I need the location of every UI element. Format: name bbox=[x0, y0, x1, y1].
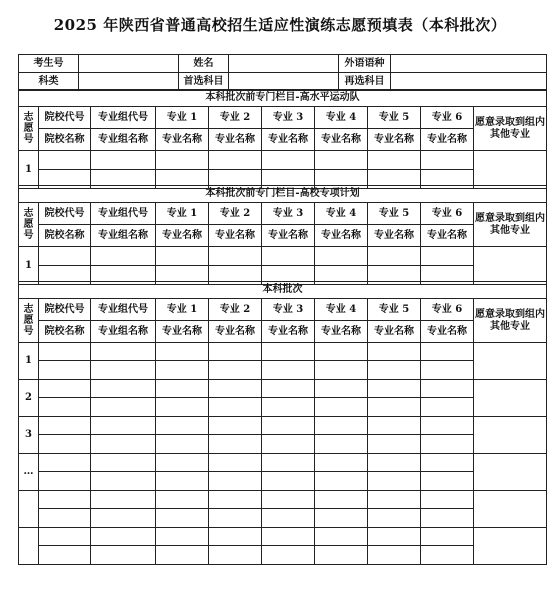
entry-name-cell[interactable] bbox=[91, 472, 156, 491]
header-school-name: 院校名称 bbox=[39, 321, 91, 343]
entry-name-cell[interactable] bbox=[315, 509, 368, 528]
header-major-2: 专业 2 bbox=[209, 203, 262, 225]
header-school-name: 院校名称 bbox=[39, 129, 91, 151]
entry-code-cell[interactable] bbox=[91, 343, 156, 361]
entry-code-cell[interactable] bbox=[91, 491, 156, 509]
entry-name-cell[interactable] bbox=[209, 472, 262, 491]
header-volunteer-no: 志愿号 bbox=[19, 107, 39, 151]
entry-code-cell[interactable] bbox=[156, 343, 209, 361]
section-title: 本科批次前专门栏目-高水平运动队 bbox=[19, 90, 547, 107]
label-exam-number: 考生号 bbox=[19, 55, 79, 73]
willing-adjust-cell[interactable] bbox=[474, 528, 547, 565]
entry-name-cell[interactable] bbox=[39, 472, 91, 491]
entry-code-cell[interactable] bbox=[39, 491, 91, 509]
entry-code-cell[interactable] bbox=[262, 151, 315, 170]
entry-name-cell[interactable] bbox=[315, 546, 368, 565]
entry-name-cell[interactable] bbox=[368, 546, 421, 565]
header-major-3: 专业 3 bbox=[262, 299, 315, 321]
volunteer-number: … bbox=[19, 454, 39, 491]
header-major-name-4: 专业名称 bbox=[315, 321, 368, 343]
entry-name-cell[interactable] bbox=[315, 398, 368, 417]
entry-name-cell[interactable] bbox=[156, 398, 209, 417]
header-major-name-1: 专业名称 bbox=[156, 225, 209, 247]
entry-code-cell[interactable] bbox=[315, 454, 368, 472]
entry-name-cell[interactable] bbox=[262, 361, 315, 380]
willing-adjust-cell[interactable] bbox=[474, 380, 547, 417]
willing-adjust-cell[interactable] bbox=[474, 417, 547, 454]
entry-code-cell[interactable] bbox=[262, 247, 315, 266]
header-major-name-5: 专业名称 bbox=[368, 225, 421, 247]
entry-name-cell[interactable] bbox=[209, 398, 262, 417]
entry-name-cell[interactable] bbox=[209, 546, 262, 565]
label-second-subject: 再选科目 bbox=[339, 73, 391, 91]
entry-code-cell[interactable] bbox=[39, 343, 91, 361]
name-field[interactable] bbox=[229, 55, 339, 73]
entry-code-cell[interactable] bbox=[39, 528, 91, 546]
entry-code-cell[interactable] bbox=[315, 247, 368, 266]
info-table bbox=[18, 54, 547, 91]
header-group-name: 专业组名称 bbox=[91, 129, 156, 151]
entry-name-cell[interactable] bbox=[91, 398, 156, 417]
willing-adjust-cell[interactable] bbox=[474, 151, 547, 189]
header-major-name-2: 专业名称 bbox=[209, 225, 262, 247]
label-first-subject: 首选科目 bbox=[179, 73, 229, 91]
willing-adjust-cell[interactable] bbox=[474, 343, 547, 380]
entry-code-cell[interactable] bbox=[368, 491, 421, 509]
entry-name-cell[interactable] bbox=[421, 435, 474, 454]
header-major-name-3: 专业名称 bbox=[262, 129, 315, 151]
entry-code-cell[interactable] bbox=[91, 247, 156, 266]
section-title-row bbox=[19, 282, 547, 299]
header-major-4: 专业 4 bbox=[315, 203, 368, 225]
entry-name-cell[interactable] bbox=[91, 546, 156, 565]
header-major-3: 专业 3 bbox=[262, 107, 315, 129]
header-school-name: 院校名称 bbox=[39, 225, 91, 247]
header-major-name-3: 专业名称 bbox=[262, 225, 315, 247]
volunteer-number: 2 bbox=[19, 380, 39, 417]
table-row bbox=[19, 151, 547, 170]
entry-code-cell[interactable] bbox=[368, 454, 421, 472]
entry-name-cell[interactable] bbox=[368, 361, 421, 380]
header-major-name-2: 专业名称 bbox=[209, 129, 262, 151]
entry-code-cell[interactable] bbox=[368, 343, 421, 361]
entry-name-cell[interactable] bbox=[368, 472, 421, 491]
page-title: 2025 年陕西省普通高校招生适应性演练志愿预填表（本科批次） bbox=[53, 16, 507, 34]
section-table-3 bbox=[18, 281, 547, 565]
header-major-6: 专业 6 bbox=[421, 107, 474, 129]
header-major-3: 专业 3 bbox=[262, 203, 315, 225]
entry-code-cell[interactable] bbox=[209, 151, 262, 170]
entry-code-cell[interactable] bbox=[156, 247, 209, 266]
header-group-code: 专业组代号 bbox=[91, 107, 156, 129]
entry-name-cell[interactable] bbox=[39, 435, 91, 454]
entry-code-cell[interactable] bbox=[421, 417, 474, 435]
header-major-name-5: 专业名称 bbox=[368, 321, 421, 343]
header-major-1: 专业 1 bbox=[156, 299, 209, 321]
table-row bbox=[19, 454, 547, 472]
entry-name-cell[interactable] bbox=[262, 398, 315, 417]
willing-adjust-cell[interactable] bbox=[474, 247, 547, 285]
header-major-5: 专业 5 bbox=[368, 299, 421, 321]
entry-code-cell[interactable] bbox=[315, 417, 368, 435]
header-major-name-6: 专业名称 bbox=[421, 321, 474, 343]
entry-code-cell[interactable] bbox=[39, 247, 91, 266]
entry-name-cell[interactable] bbox=[39, 398, 91, 417]
section-title-row bbox=[19, 90, 547, 107]
header-major-4: 专业 4 bbox=[315, 299, 368, 321]
entry-code-cell[interactable] bbox=[368, 528, 421, 546]
entry-code-cell[interactable] bbox=[315, 380, 368, 398]
entry-code-cell[interactable] bbox=[156, 528, 209, 546]
header-willing-adjust: 愿意录取到组内其他专业 bbox=[474, 107, 547, 151]
entry-name-cell[interactable] bbox=[91, 435, 156, 454]
table-row bbox=[19, 343, 547, 361]
entry-code-cell[interactable] bbox=[368, 380, 421, 398]
table-row bbox=[19, 528, 547, 546]
header-willing-adjust: 愿意录取到组内其他专业 bbox=[474, 203, 547, 247]
entry-code-cell[interactable] bbox=[91, 380, 156, 398]
header-volunteer-no: 志愿号 bbox=[19, 299, 39, 343]
entry-name-cell[interactable] bbox=[421, 398, 474, 417]
entry-name-cell[interactable] bbox=[368, 398, 421, 417]
entry-name-cell[interactable] bbox=[156, 361, 209, 380]
entry-name-cell[interactable] bbox=[39, 509, 91, 528]
table-row bbox=[19, 491, 547, 509]
header-major-2: 专业 2 bbox=[209, 299, 262, 321]
info-row-1 bbox=[19, 55, 547, 73]
header-major-name-5: 专业名称 bbox=[368, 129, 421, 151]
entry-name-cell[interactable] bbox=[156, 509, 209, 528]
section-table-2 bbox=[18, 185, 547, 285]
entry-code-cell[interactable] bbox=[156, 380, 209, 398]
entry-name-cell[interactable] bbox=[368, 435, 421, 454]
table-row bbox=[19, 380, 547, 398]
header-major-name-2: 专业名称 bbox=[209, 321, 262, 343]
header-major-name-4: 专业名称 bbox=[315, 129, 368, 151]
header-school-code: 院校代号 bbox=[39, 203, 91, 225]
entry-code-cell[interactable] bbox=[39, 380, 91, 398]
willing-adjust-cell[interactable] bbox=[474, 491, 547, 528]
header-row-names bbox=[19, 129, 547, 151]
label-name: 姓名 bbox=[179, 55, 229, 73]
second-subject-field[interactable] bbox=[391, 73, 547, 91]
entry-code-cell[interactable] bbox=[91, 454, 156, 472]
entry-name-cell[interactable] bbox=[421, 361, 474, 380]
header-major-6: 专业 6 bbox=[421, 203, 474, 225]
foreign-language-field[interactable] bbox=[391, 55, 547, 73]
volunteer-number: 3 bbox=[19, 417, 39, 454]
table-row bbox=[19, 247, 547, 266]
header-group-code: 专业组代号 bbox=[91, 203, 156, 225]
entry-code-cell[interactable] bbox=[262, 343, 315, 361]
entry-code-cell[interactable] bbox=[209, 343, 262, 361]
entry-code-cell[interactable] bbox=[421, 151, 474, 170]
entry-code-cell[interactable] bbox=[368, 417, 421, 435]
volunteer-number bbox=[19, 491, 39, 528]
entry-code-cell[interactable] bbox=[209, 528, 262, 546]
entry-code-cell[interactable] bbox=[315, 528, 368, 546]
header-row-codes bbox=[19, 299, 547, 321]
header-row-codes bbox=[19, 203, 547, 225]
entry-code-cell[interactable] bbox=[262, 528, 315, 546]
entry-name-cell[interactable] bbox=[39, 546, 91, 565]
entry-code-cell[interactable] bbox=[91, 528, 156, 546]
header-major-5: 专业 5 bbox=[368, 203, 421, 225]
label-category: 科类 bbox=[19, 73, 79, 91]
info-row-2 bbox=[19, 73, 547, 91]
header-major-1: 专业 1 bbox=[156, 107, 209, 129]
entry-code-cell[interactable] bbox=[421, 454, 474, 472]
entry-code-cell[interactable] bbox=[39, 151, 91, 170]
entry-name-cell[interactable] bbox=[209, 361, 262, 380]
header-major-2: 专业 2 bbox=[209, 107, 262, 129]
volunteer-number bbox=[19, 528, 39, 565]
section-title: 本科批次前专门栏目-高校专项计划 bbox=[19, 186, 547, 203]
exam-number-field[interactable] bbox=[79, 55, 179, 73]
section-title: 本科批次 bbox=[19, 282, 547, 299]
header-school-code: 院校代号 bbox=[39, 107, 91, 129]
table-row bbox=[19, 472, 547, 491]
entry-code-cell[interactable] bbox=[39, 454, 91, 472]
entry-code-cell[interactable] bbox=[209, 454, 262, 472]
header-group-name: 专业组名称 bbox=[91, 225, 156, 247]
header-row-names bbox=[19, 321, 547, 343]
entry-name-cell[interactable] bbox=[39, 361, 91, 380]
entry-name-cell[interactable] bbox=[421, 509, 474, 528]
entry-code-cell[interactable] bbox=[156, 151, 209, 170]
entry-code-cell[interactable] bbox=[91, 417, 156, 435]
header-major-name-3: 专业名称 bbox=[262, 321, 315, 343]
entry-code-cell[interactable] bbox=[262, 417, 315, 435]
entry-code-cell[interactable] bbox=[421, 528, 474, 546]
entry-name-cell[interactable] bbox=[156, 472, 209, 491]
section-title-row bbox=[19, 186, 547, 203]
entry-code-cell[interactable] bbox=[156, 454, 209, 472]
entry-name-cell[interactable] bbox=[262, 472, 315, 491]
section-table-1 bbox=[18, 89, 547, 189]
table-row bbox=[19, 546, 547, 565]
entry-code-cell[interactable] bbox=[315, 151, 368, 170]
entry-name-cell[interactable] bbox=[315, 472, 368, 491]
header-row-names bbox=[19, 225, 547, 247]
entry-code-cell[interactable] bbox=[209, 417, 262, 435]
category-field[interactable] bbox=[79, 73, 179, 91]
first-subject-field[interactable] bbox=[229, 73, 339, 91]
label-foreign-language: 外语语种 bbox=[339, 55, 391, 73]
entry-name-cell[interactable] bbox=[421, 546, 474, 565]
header-willing-adjust: 愿意录取到组内其他专业 bbox=[474, 299, 547, 343]
entry-name-cell[interactable] bbox=[262, 435, 315, 454]
header-row-codes bbox=[19, 107, 547, 129]
entry-code-cell[interactable] bbox=[315, 343, 368, 361]
entry-code-cell[interactable] bbox=[262, 491, 315, 509]
entry-code-cell[interactable] bbox=[421, 491, 474, 509]
header-volunteer-no: 志愿号 bbox=[19, 203, 39, 247]
volunteer-number: 1 bbox=[19, 343, 39, 380]
table-row bbox=[19, 435, 547, 454]
entry-code-cell[interactable] bbox=[421, 343, 474, 361]
entry-name-cell[interactable] bbox=[209, 435, 262, 454]
header-major-name-6: 专业名称 bbox=[421, 129, 474, 151]
table-row bbox=[19, 361, 547, 380]
header-major-1: 专业 1 bbox=[156, 203, 209, 225]
entry-code-cell[interactable] bbox=[368, 151, 421, 170]
entry-code-cell[interactable] bbox=[368, 247, 421, 266]
entry-name-cell[interactable] bbox=[421, 472, 474, 491]
entry-name-cell[interactable] bbox=[368, 509, 421, 528]
entry-name-cell[interactable] bbox=[315, 361, 368, 380]
header-major-name-1: 专业名称 bbox=[156, 129, 209, 151]
table-row bbox=[19, 417, 547, 435]
entry-name-cell[interactable] bbox=[315, 435, 368, 454]
entry-code-cell[interactable] bbox=[156, 417, 209, 435]
entry-code-cell[interactable] bbox=[315, 491, 368, 509]
volunteer-number: 1 bbox=[19, 247, 39, 285]
header-major-5: 专业 5 bbox=[368, 107, 421, 129]
entry-code-cell[interactable] bbox=[209, 491, 262, 509]
entry-code-cell[interactable] bbox=[39, 417, 91, 435]
entry-name-cell[interactable] bbox=[91, 509, 156, 528]
entry-code-cell[interactable] bbox=[91, 151, 156, 170]
table-row bbox=[19, 509, 547, 528]
header-major-4: 专业 4 bbox=[315, 107, 368, 129]
entry-code-cell[interactable] bbox=[262, 380, 315, 398]
header-major-name-6: 专业名称 bbox=[421, 225, 474, 247]
table-row bbox=[19, 398, 547, 417]
volunteer-number: 1 bbox=[19, 151, 39, 189]
entry-name-cell[interactable] bbox=[209, 509, 262, 528]
header-group-code: 专业组代号 bbox=[91, 299, 156, 321]
entry-code-cell[interactable] bbox=[262, 454, 315, 472]
entry-code-cell[interactable] bbox=[421, 247, 474, 266]
entry-code-cell[interactable] bbox=[209, 247, 262, 266]
entry-code-cell[interactable] bbox=[421, 380, 474, 398]
header-major-name-1: 专业名称 bbox=[156, 321, 209, 343]
entry-name-cell[interactable] bbox=[91, 361, 156, 380]
entry-name-cell[interactable] bbox=[262, 546, 315, 565]
entry-name-cell[interactable] bbox=[156, 435, 209, 454]
willing-adjust-cell[interactable] bbox=[474, 454, 547, 491]
entry-code-cell[interactable] bbox=[156, 491, 209, 509]
entry-name-cell[interactable] bbox=[262, 509, 315, 528]
header-group-name: 专业组名称 bbox=[91, 321, 156, 343]
header-major-name-4: 专业名称 bbox=[315, 225, 368, 247]
entry-code-cell[interactable] bbox=[209, 380, 262, 398]
header-school-code: 院校代号 bbox=[39, 299, 91, 321]
entry-name-cell[interactable] bbox=[156, 546, 209, 565]
header-major-6: 专业 6 bbox=[421, 299, 474, 321]
